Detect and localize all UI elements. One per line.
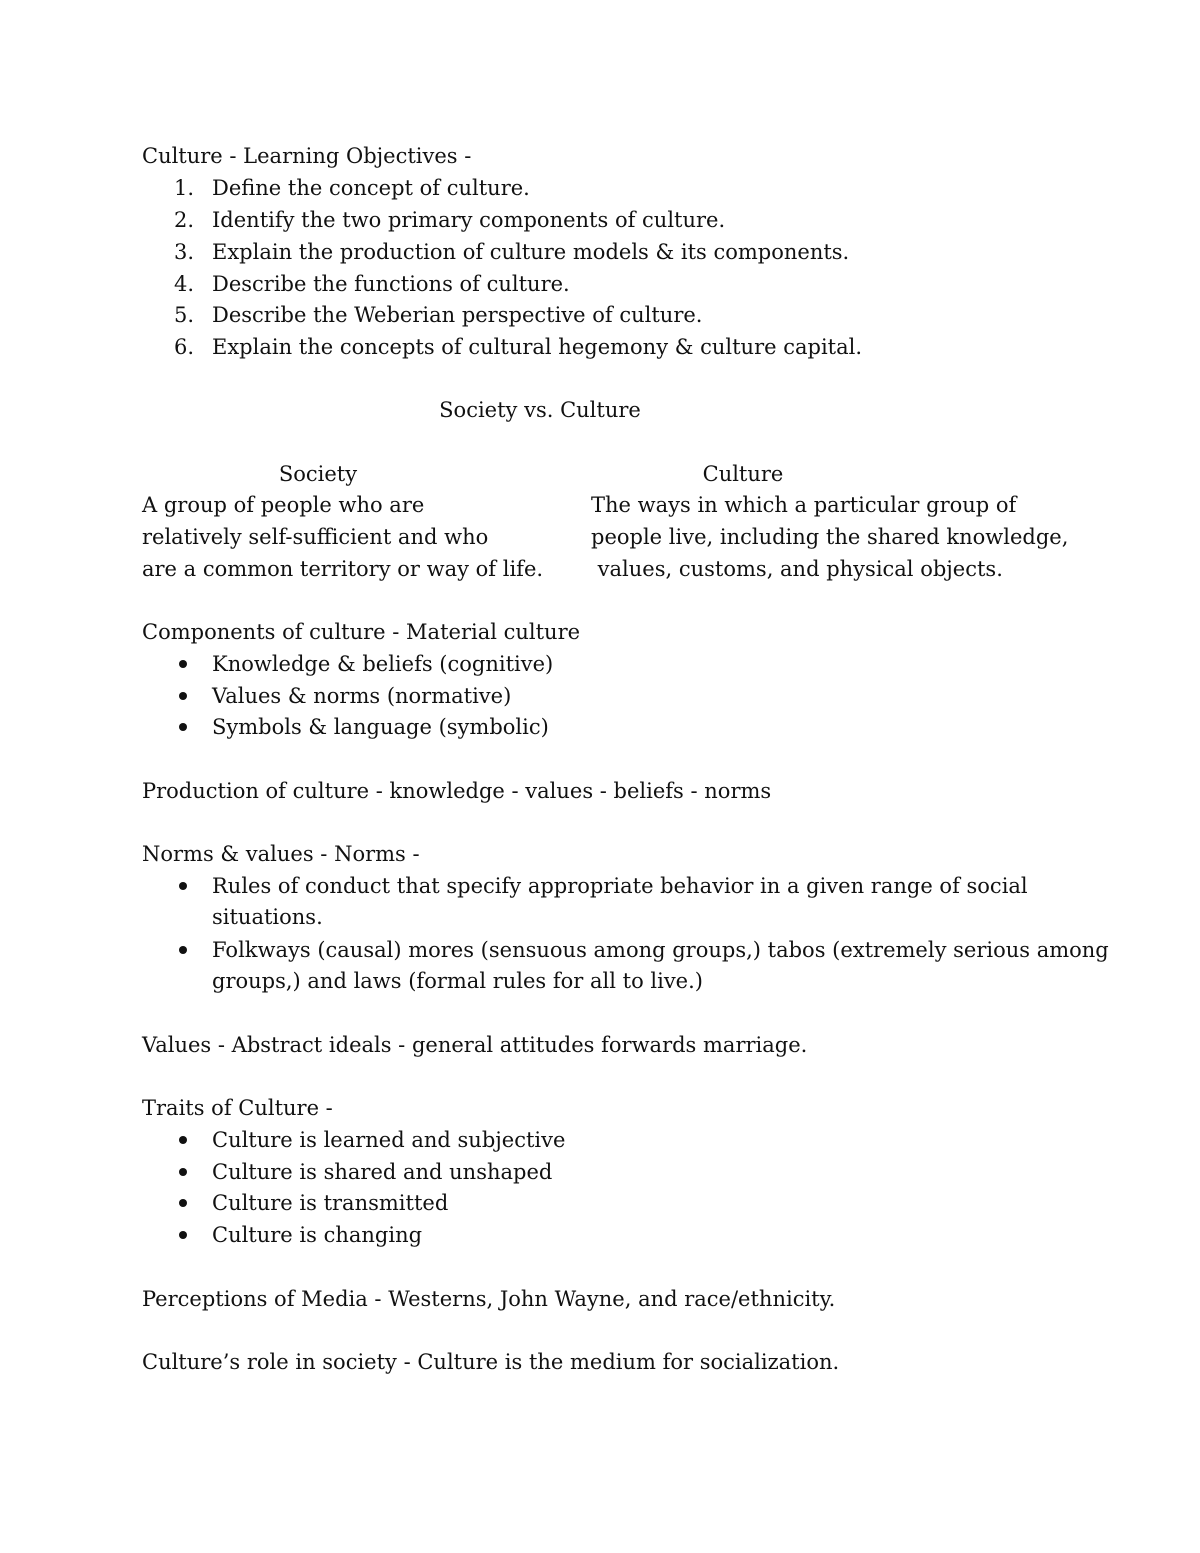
component-item: Knowledge & beliefs (cognitive) xyxy=(212,652,554,676)
bullet-icon xyxy=(179,1199,187,1207)
component-item: Symbols & language (symbolic) xyxy=(212,715,549,739)
objective-item: Explain the concepts of cultural hegemony & culture capital. xyxy=(212,335,863,359)
values-line: Values - Abstract ideals - general attitudes forwards marriage. xyxy=(142,1033,808,1057)
objective-item: Describe the Weberian perspective of culture. xyxy=(212,303,703,327)
culture-heading: Culture xyxy=(702,462,784,486)
culture-definition-line: The ways in which a particular group of xyxy=(591,493,1017,517)
bullet-icon xyxy=(179,660,187,668)
objective-item: Identify the two primary components of culture. xyxy=(212,208,726,232)
trait-item: Culture is shared and unshaped xyxy=(212,1160,553,1184)
bullet-icon xyxy=(179,1168,187,1176)
production-line: Production of culture - knowledge - values - beliefs - norms xyxy=(142,779,772,803)
bullet-icon xyxy=(179,692,187,700)
society-definition-line: relatively self-sufficient and who xyxy=(142,525,489,549)
component-item: Values & norms (normative) xyxy=(212,684,512,708)
bullet-icon xyxy=(179,1136,187,1144)
list-number: 2. xyxy=(173,208,194,232)
trait-item: Culture is learned and subjective xyxy=(212,1128,566,1152)
list-number: 5. xyxy=(173,303,194,327)
comparison-title: Society vs. Culture xyxy=(439,398,641,422)
society-heading: Society xyxy=(278,462,358,486)
norms-item-line: situations. xyxy=(212,905,323,929)
norms-item-line: groups,) and laws (formal rules for all to live.) xyxy=(212,969,703,993)
bullet-icon xyxy=(179,882,187,890)
culture-definition-line: values, customs, and physical objects. xyxy=(591,557,1003,581)
bullet-icon xyxy=(179,723,187,731)
trait-item: Culture is changing xyxy=(212,1223,423,1247)
list-number: 3. xyxy=(173,240,194,264)
norms-item-line: Rules of conduct that specify appropriate behavior in a given range of social xyxy=(212,874,1028,898)
trait-item: Culture is transmitted xyxy=(212,1191,449,1215)
bullet-icon xyxy=(179,946,187,954)
bullet-icon xyxy=(179,1231,187,1239)
components-heading: Components of culture - Material culture xyxy=(142,620,581,644)
objectives-heading: Culture - Learning Objectives - xyxy=(142,144,472,168)
objective-item: Explain the production of culture models & its components. xyxy=(212,240,850,264)
norms-heading: Norms & values - Norms - xyxy=(142,842,420,866)
list-number: 1. xyxy=(173,176,194,200)
list-number: 4. xyxy=(173,272,194,296)
objective-item: Describe the functions of culture. xyxy=(212,272,570,296)
society-definition-line: are a common territory or way of life. xyxy=(142,557,544,581)
society-definition-line: A group of people who are xyxy=(142,493,425,517)
norms-item-line: Folkways (causal) mores (sensuous among groups,) tabos (extremely serious among xyxy=(212,938,1109,962)
traits-heading: Traits of Culture - xyxy=(142,1096,333,1120)
role-line: Culture’s role in society - Culture is the medium for socialization. xyxy=(142,1350,840,1374)
culture-definition-line: people live, including the shared knowledge, xyxy=(591,525,1069,549)
list-number: 6. xyxy=(173,335,194,359)
media-line: Perceptions of Media - Westerns, John Wayne, and race/ethnicity. xyxy=(142,1287,836,1311)
objective-item: Define the concept of culture. xyxy=(212,176,530,200)
